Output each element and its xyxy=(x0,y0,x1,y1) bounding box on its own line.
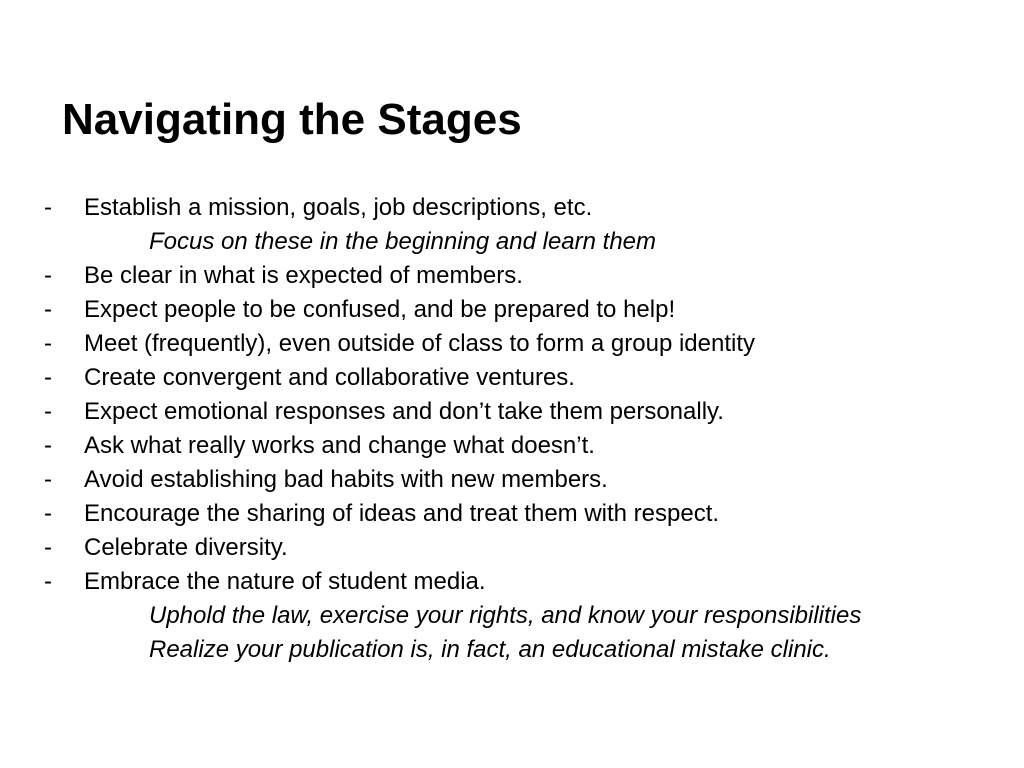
bullet-item xyxy=(0,565,1024,599)
bullet-dash: - xyxy=(44,568,52,595)
bullet-list xyxy=(0,191,1024,667)
bullet-item xyxy=(0,259,1024,293)
bullet-dash: - xyxy=(44,330,52,357)
bullet-text: Be clear in what is expected of members. xyxy=(84,262,523,289)
bullet-text: Meet (frequently), even outside of class to form a group identity xyxy=(84,330,756,357)
bullet-text: Establish a mission, goals, job descriptions, etc. xyxy=(84,194,593,221)
bullet-dash: - xyxy=(44,500,52,527)
bullet-item xyxy=(0,293,1024,327)
bullet-item xyxy=(0,531,1024,565)
bullet-text: Avoid establishing bad habits with new members. xyxy=(84,466,608,493)
bullet-text: Create convergent and collaborative ventures. xyxy=(84,364,575,391)
sub-item xyxy=(0,225,1024,259)
bullet-text: Expect people to be confused, and be prepared to help! xyxy=(84,296,676,323)
bullet-text: Ask what really works and change what doesn’t. xyxy=(84,432,595,459)
bullet-item xyxy=(0,395,1024,429)
bullet-item xyxy=(0,191,1024,225)
bullet-item xyxy=(0,429,1024,463)
sub-item xyxy=(0,599,1024,633)
bullet-text: Encourage the sharing of ideas and treat them with respect. xyxy=(84,500,720,527)
sub-item xyxy=(0,633,1024,667)
bullet-dash: - xyxy=(44,262,52,289)
bullet-dash: - xyxy=(44,534,52,561)
bullet-dash: - xyxy=(44,296,52,323)
bullet-text: Embrace the nature of student media. xyxy=(84,568,486,595)
bullet-item xyxy=(0,463,1024,497)
bullet-item xyxy=(0,497,1024,531)
bullet-text: Expect emotional responses and don’t take them personally. xyxy=(84,398,724,425)
sub-text: Focus on these in the beginning and learn them xyxy=(149,228,657,255)
bullet-dash: - xyxy=(44,432,52,459)
bullet-dash: - xyxy=(44,398,52,425)
bullet-item xyxy=(0,327,1024,361)
bullet-dash: - xyxy=(44,194,52,221)
bullet-dash: - xyxy=(44,364,52,391)
sub-text: Realize your publication is, in fact, an educational mistake clinic. xyxy=(149,636,831,663)
bullet-item xyxy=(0,361,1024,395)
slide-title: Navigating the Stages xyxy=(62,95,522,144)
bullet-dash: - xyxy=(44,466,52,493)
sub-text: Uphold the law, exercise your rights, and know your responsibilities xyxy=(149,602,862,629)
bullet-text: Celebrate diversity. xyxy=(84,534,288,561)
